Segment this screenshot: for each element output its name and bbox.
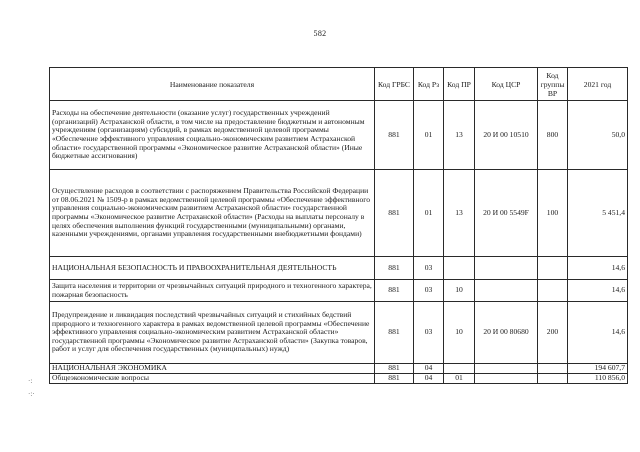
row-amount: 14,6 [568,257,628,280]
header-rz: Код Рз [414,68,444,101]
row-pr: 10 [444,280,475,302]
row-csr: 20 И 00 80680 [475,302,538,364]
row-vr [538,280,568,302]
table-row [50,101,628,170]
row-csr [475,364,538,374]
row-rz: 03 [414,257,444,280]
row-name: Общеэкономические вопросы [50,374,375,384]
row-amount: 14,6 [568,302,628,364]
row-vr: 200 [538,302,568,364]
row-grbs: 881 [375,257,414,280]
row-grbs: 881 [375,170,414,257]
row-pr: 01 [444,374,475,384]
row-rz: 03 [414,302,444,364]
row-name: НАЦИОНАЛЬНАЯ ЭКОНОМИКА [50,364,375,374]
row-amount: 50,0 [568,101,628,170]
header-grbs: Код ГРБС [375,68,414,101]
row-grbs: 881 [375,364,414,374]
row-rz: 04 [414,364,444,374]
row-amount: 5 451,4 [568,170,628,257]
table-row [50,364,628,374]
header-vr: Код группы ВР [538,68,568,101]
table-row [50,302,628,364]
row-vr [538,257,568,280]
page-number: 582 [313,29,327,38]
header-year: 2021 год [568,68,628,101]
row-name: Осуществление расходов в соответствии с распоряжением Правительства Российской Федерации от 08.06.2021 № 1509-р в рамках ведомственной целевой программы «Обеспечение эффективного управления социально-экономическим развитием Астраханской области» государственной программы «Экономическое развитие Астраханской области» (Расходы на выплаты персоналу в целях обеспечения выполнения функций государственными (муниципальными) органами, казенными учреждениями, органами управления государственными внебюджетными фондами) [50,170,375,257]
row-amount: 194 607,7 [568,364,628,374]
margin-mark: ·: [28,377,33,385]
row-name: Защита населения и территории от чрезвычайных ситуаций природного и техногенного характера, пожарная безопасность [50,280,375,302]
row-pr [444,257,475,280]
row-name: НАЦИОНАЛЬНАЯ БЕЗОПАСНОСТЬ И ПРАВООХРАНИТЕЛЬНАЯ ДЕЯТЕЛЬНОСТЬ [50,257,375,280]
margin-mark: ·:· [28,390,35,398]
row-csr [475,374,538,384]
row-rz: 03 [414,280,444,302]
row-csr [475,280,538,302]
row-name: Расходы на обеспечение деятельности (оказание услуг) государственных учреждений (организаций) Астраханской области, в том числе на предоставление бюджетным и автономным учреждениям (организациям) субсидий, в рамках ведомственной целевой программы «Обеспечение эффективного управления социально-экономическим развитием Астраханской области» государственной программы «Экономическое развитие Астраханской области» (Иные бюджетные ассигнования) [50,101,375,170]
header-name: Наименование показателя [50,68,375,101]
row-rz: 01 [414,170,444,257]
row-amount: 110 856,0 [568,374,628,384]
row-rz: 04 [414,374,444,384]
row-csr: 20 И 00 10510 [475,101,538,170]
row-grbs: 881 [375,374,414,384]
row-grbs: 881 [375,280,414,302]
row-pr [444,364,475,374]
row-amount: 14,6 [568,280,628,302]
row-grbs: 881 [375,302,414,364]
row-grbs: 881 [375,101,414,170]
table-row [50,374,628,384]
row-pr: 13 [444,170,475,257]
row-csr: 20 И 00 5549F [475,170,538,257]
row-pr: 10 [444,302,475,364]
header-csr: Код ЦСР [475,68,538,101]
table-header-row [50,68,628,101]
row-csr [475,257,538,280]
table-row [50,170,628,257]
row-pr: 13 [444,101,475,170]
row-vr [538,374,568,384]
budget-table [49,67,628,384]
row-vr: 800 [538,101,568,170]
row-rz: 01 [414,101,444,170]
row-vr: 100 [538,170,568,257]
header-pr: Код ПР [444,68,475,101]
row-vr [538,364,568,374]
table-row [50,257,628,280]
table-row [50,280,628,302]
row-name: Предупреждение и ликвидация последствий чрезвычайных ситуаций и стихийных бедствий природного и техногенного характера в рамках ведомственной целевой программы «Обеспечение эффективного управления социально-экономическим развитием Астраханской области» государственной программы «Экономическое развитие Астраханской области» (Закупка товаров, работ и услуг для обеспечения государственных (муниципальных) нужд) [50,302,375,364]
